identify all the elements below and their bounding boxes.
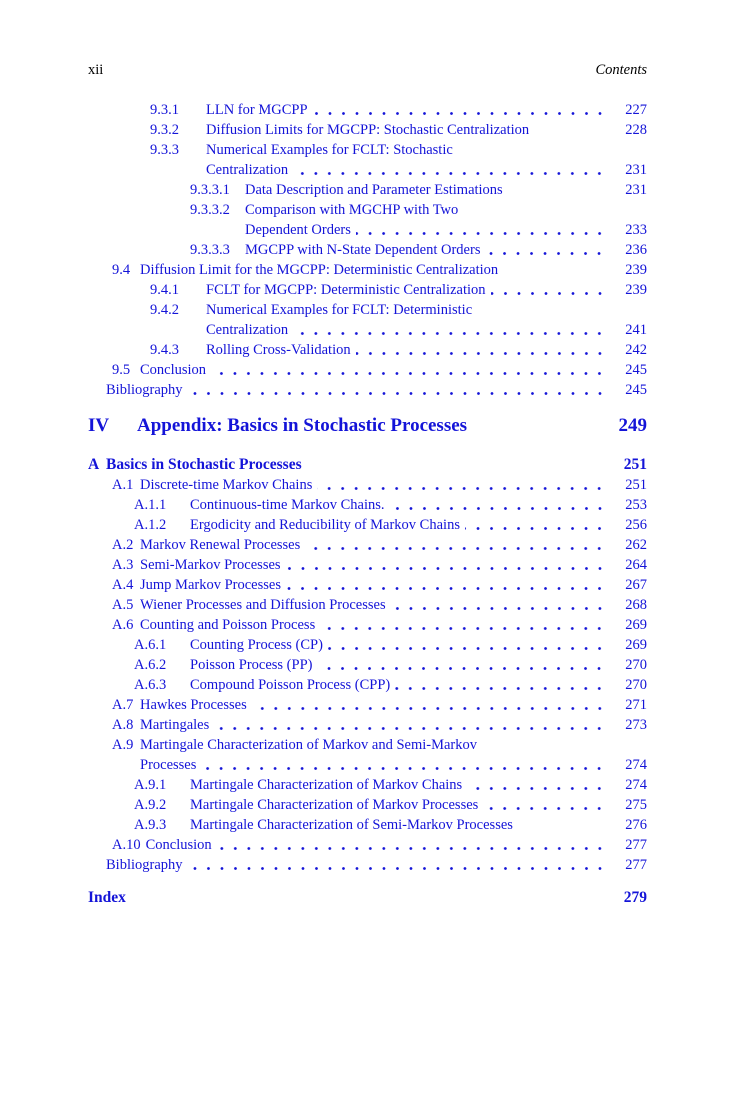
toc-entry-page: 274 bbox=[625, 757, 647, 773]
toc-entry-title: Conclusion bbox=[145, 837, 212, 853]
dot-leader bbox=[217, 835, 611, 855]
toc-entry-title: Wiener Processes and Diffusion Processes bbox=[140, 597, 386, 613]
toc-entry[interactable] bbox=[88, 380, 647, 400]
dot-leader bbox=[317, 475, 611, 495]
toc-entry-page: 270 bbox=[625, 677, 647, 693]
toc-entry-page: 276 bbox=[625, 817, 647, 833]
toc-entry-page: 273 bbox=[625, 717, 647, 733]
toc-entry-page: 241 bbox=[625, 322, 647, 338]
dot-leader bbox=[472, 412, 610, 440]
dot-leader bbox=[485, 240, 611, 260]
toc-entry-page: 253 bbox=[625, 497, 647, 513]
toc-entry-title: Martingale Characterization of Markov and Semi-Markov bbox=[140, 737, 478, 753]
dot-leader bbox=[313, 100, 611, 120]
dot-leader bbox=[390, 495, 611, 515]
dot-leader bbox=[477, 300, 611, 320]
toc-entry-title: Poisson Process (PP) bbox=[190, 657, 313, 673]
dot-leader bbox=[286, 555, 611, 575]
toc-entry[interactable] bbox=[88, 454, 647, 475]
dot-leader bbox=[286, 575, 611, 595]
dot-leader bbox=[356, 340, 611, 360]
toc-entry[interactable] bbox=[88, 735, 647, 755]
toc-entry-title: MGCPP with N-State Dependent Orders bbox=[245, 242, 481, 258]
toc-entry[interactable] bbox=[88, 200, 647, 220]
toc-entry-number: A.1 bbox=[112, 477, 134, 493]
toc-entry[interactable] bbox=[88, 835, 647, 855]
toc-entry-number: A.9.3 bbox=[134, 817, 167, 833]
toc-entry-page: 242 bbox=[625, 342, 647, 358]
toc-entry-page: 277 bbox=[625, 857, 647, 873]
toc-entry[interactable] bbox=[88, 775, 647, 795]
toc-entry-title: Index bbox=[88, 889, 126, 906]
dot-leader bbox=[131, 887, 611, 908]
toc-entry-number: A.9 bbox=[112, 737, 134, 753]
toc-entry-number: 9.3.3.2 bbox=[190, 202, 230, 218]
toc-entry[interactable] bbox=[88, 675, 647, 695]
toc-entry-number: A.1.1 bbox=[134, 497, 167, 513]
toc-entry-title: Comparison with MGCHP with Two bbox=[245, 202, 459, 218]
toc-entry-number: 9.3.3 bbox=[150, 142, 179, 158]
toc-entry[interactable] bbox=[88, 595, 647, 615]
dot-leader bbox=[391, 595, 611, 615]
toc-entry-title: Diffusion Limits for MGCPP: Stochastic Centralization bbox=[206, 122, 530, 138]
toc-entry-number: A.3 bbox=[112, 557, 134, 573]
toc-entry-page: 274 bbox=[625, 777, 647, 793]
toc-entry-page: 256 bbox=[625, 517, 647, 533]
dot-leader bbox=[508, 180, 611, 200]
toc-entry-title: Martingale Characterization of Markov Processes bbox=[190, 797, 479, 813]
toc-entry[interactable] bbox=[88, 280, 647, 300]
toc-entry-page: 262 bbox=[625, 537, 647, 553]
toc-entry-number: 9.4 bbox=[112, 262, 131, 278]
toc-entry-number: A.6.1 bbox=[134, 637, 167, 653]
toc-entry[interactable] bbox=[88, 412, 647, 440]
toc-entry[interactable] bbox=[88, 140, 647, 160]
dot-leader bbox=[328, 635, 611, 655]
toc-entry[interactable] bbox=[88, 160, 647, 180]
toc-entry-number: A.6.2 bbox=[134, 657, 167, 673]
toc-entry[interactable] bbox=[88, 615, 647, 635]
toc-entry[interactable] bbox=[88, 575, 647, 595]
toc-entry-title: Compound Poisson Process (CPP) bbox=[190, 677, 391, 693]
toc-entry[interactable] bbox=[88, 555, 647, 575]
toc-entry-number: 9.3.1 bbox=[150, 102, 179, 118]
toc-entry-page: 269 bbox=[625, 617, 647, 633]
toc-entry-title: Jump Markov Processes bbox=[140, 577, 281, 593]
toc-entry-number: A.4 bbox=[112, 577, 134, 593]
toc-entry-number: 9.4.1 bbox=[150, 282, 179, 298]
running-title: Contents bbox=[595, 62, 647, 78]
toc-entry-title: Centralization bbox=[206, 162, 289, 178]
toc-entry[interactable] bbox=[88, 795, 647, 815]
toc-entry-page: 268 bbox=[625, 597, 647, 613]
toc-entry[interactable] bbox=[88, 220, 647, 240]
toc-entry-number: A.6 bbox=[112, 617, 134, 633]
toc-entry-title: Martingale Characterization of Semi-Markov Processes bbox=[190, 817, 513, 833]
toc-entry[interactable] bbox=[88, 100, 647, 120]
dot-leader bbox=[534, 120, 611, 140]
toc-entry-page: 269 bbox=[625, 637, 647, 653]
toc-entry-number: A.9.1 bbox=[134, 777, 167, 793]
toc-entry-page: 270 bbox=[625, 657, 647, 673]
toc-entry[interactable] bbox=[88, 495, 647, 515]
toc-entry[interactable] bbox=[88, 300, 647, 320]
page-header bbox=[88, 62, 647, 79]
toc-entry-page: 251 bbox=[623, 456, 647, 473]
dot-leader bbox=[211, 360, 611, 380]
dot-leader bbox=[518, 815, 611, 835]
toc-entry[interactable] bbox=[88, 360, 647, 380]
toc-entry-page: 275 bbox=[625, 797, 647, 813]
toc-entry[interactable] bbox=[88, 475, 647, 495]
toc-entry-title: Numerical Examples for FCLT: Deterministic bbox=[206, 302, 473, 318]
toc-entry-title: Discrete-time Markov Chains bbox=[140, 477, 313, 493]
dot-leader bbox=[458, 140, 611, 160]
toc-entry[interactable] bbox=[88, 655, 647, 675]
dot-leader bbox=[463, 200, 611, 220]
toc-entry-title: LLN for MGCPP bbox=[206, 102, 308, 118]
toc-entry[interactable] bbox=[88, 695, 647, 715]
dot-leader bbox=[214, 715, 611, 735]
toc-entry[interactable] bbox=[88, 855, 647, 875]
toc-page bbox=[88, 0, 647, 908]
toc-entry[interactable] bbox=[88, 340, 647, 360]
dot-leader bbox=[293, 160, 611, 180]
page-folio: xii bbox=[88, 62, 104, 78]
toc-entry-number: 9.3.3.3 bbox=[190, 242, 230, 258]
toc-entry-title: Appendix: Basics in Stochastic Processes bbox=[137, 415, 468, 436]
toc-entry-page: 231 bbox=[625, 182, 647, 198]
toc-entry-title: Markov Renewal Processes bbox=[140, 537, 301, 553]
toc-list bbox=[88, 100, 647, 908]
toc-entry[interactable] bbox=[88, 320, 647, 340]
toc-entry-number: A bbox=[88, 456, 100, 473]
toc-entry-number: A.5 bbox=[112, 597, 134, 613]
dot-leader bbox=[317, 655, 611, 675]
dot-leader bbox=[482, 735, 611, 755]
toc-entry-title: Processes bbox=[140, 757, 197, 773]
dot-leader bbox=[293, 320, 611, 340]
dot-leader bbox=[465, 515, 611, 535]
toc-entry-number: A.10 bbox=[112, 837, 141, 853]
toc-entry-page: 277 bbox=[625, 837, 647, 853]
toc-entry-page: 271 bbox=[625, 697, 647, 713]
toc-entry-title: Martingales bbox=[140, 717, 210, 733]
dot-leader bbox=[188, 855, 611, 875]
toc-entry-title: FCLT for MGCPP: Deterministic Centralization bbox=[206, 282, 486, 298]
dot-leader bbox=[201, 755, 611, 775]
toc-entry-page: 239 bbox=[625, 282, 647, 298]
toc-entry-number: 9.4.2 bbox=[150, 302, 179, 318]
toc-entry-title: Conclusion bbox=[140, 362, 207, 378]
toc-entry-title: Bibliography bbox=[106, 857, 183, 873]
toc-entry-title: Basics in Stochastic Processes bbox=[106, 456, 302, 473]
toc-entry-page: 227 bbox=[625, 102, 647, 118]
toc-entry[interactable] bbox=[88, 815, 647, 835]
toc-entry-number: IV bbox=[88, 415, 110, 436]
dot-leader bbox=[307, 454, 611, 475]
dot-leader bbox=[491, 280, 611, 300]
toc-entry[interactable] bbox=[88, 535, 647, 555]
toc-entry[interactable] bbox=[88, 715, 647, 735]
toc-entry-title: Rolling Cross-Validation bbox=[206, 342, 351, 358]
toc-entry-page: 231 bbox=[625, 162, 647, 178]
toc-entry-page: 228 bbox=[625, 122, 647, 138]
toc-entry-number: A.1.2 bbox=[134, 517, 167, 533]
dot-leader bbox=[252, 695, 611, 715]
toc-entry-page: 239 bbox=[625, 262, 647, 278]
toc-entry[interactable] bbox=[88, 755, 647, 775]
dot-leader bbox=[320, 615, 611, 635]
dot-leader bbox=[356, 220, 611, 240]
toc-entry[interactable] bbox=[88, 120, 647, 140]
toc-entry-number: 9.3.3.1 bbox=[190, 182, 230, 198]
toc-entry-page: 236 bbox=[625, 242, 647, 258]
toc-entry-number: A.8 bbox=[112, 717, 134, 733]
toc-entry-number: 9.5 bbox=[112, 362, 131, 378]
toc-entry-number: 9.3.2 bbox=[150, 122, 179, 138]
toc-entry-title: Counting Process (CP) bbox=[190, 637, 323, 653]
toc-entry[interactable] bbox=[88, 635, 647, 655]
toc-entry[interactable] bbox=[88, 240, 647, 260]
dot-leader bbox=[503, 260, 611, 280]
toc-entry-page: 233 bbox=[625, 222, 647, 238]
toc-entry-page: 245 bbox=[625, 362, 647, 378]
toc-entry-title: Data Description and Parameter Estimations bbox=[245, 182, 503, 198]
toc-entry-number: A.9.2 bbox=[134, 797, 167, 813]
toc-entry-title: Numerical Examples for FCLT: Stochastic bbox=[206, 142, 453, 158]
toc-entry-title: Bibliography bbox=[106, 382, 183, 398]
toc-entry-page: 249 bbox=[618, 415, 647, 436]
toc-entry-page: 251 bbox=[625, 477, 647, 493]
dot-leader bbox=[188, 380, 611, 400]
toc-entry-title: Diffusion Limit for the MGCPP: Deterministic Centralization bbox=[140, 262, 499, 278]
toc-entry-page: 264 bbox=[625, 557, 647, 573]
toc-entry-title: Hawkes Processes bbox=[140, 697, 247, 713]
toc-entry-page: 267 bbox=[625, 577, 647, 593]
toc-entry[interactable] bbox=[88, 180, 647, 200]
toc-entry-number: A.2 bbox=[112, 537, 134, 553]
toc-entry-title: Semi-Markov Processes bbox=[140, 557, 281, 573]
toc-entry[interactable] bbox=[88, 260, 647, 280]
dot-leader bbox=[305, 535, 611, 555]
toc-entry-number: A.7 bbox=[112, 697, 134, 713]
toc-entry-page: 245 bbox=[625, 382, 647, 398]
dot-leader bbox=[467, 775, 611, 795]
toc-entry-page: 279 bbox=[623, 889, 647, 906]
toc-entry-title: Ergodicity and Reducibility of Markov Chains bbox=[190, 517, 460, 533]
dot-leader bbox=[483, 795, 611, 815]
toc-entry-title: Martingale Characterization of Markov Chains bbox=[190, 777, 463, 793]
dot-leader bbox=[395, 675, 611, 695]
toc-entry-title: Centralization bbox=[206, 322, 289, 338]
toc-entry-title: Continuous-time Markov Chains. bbox=[190, 497, 385, 513]
toc-entry-title: Dependent Orders bbox=[245, 222, 351, 238]
toc-entry[interactable] bbox=[88, 515, 647, 535]
toc-entry-title: Counting and Poisson Process bbox=[140, 617, 316, 633]
toc-entry[interactable] bbox=[88, 887, 647, 908]
toc-entry-number: 9.4.3 bbox=[150, 342, 179, 358]
toc-entry-number: A.6.3 bbox=[134, 677, 167, 693]
